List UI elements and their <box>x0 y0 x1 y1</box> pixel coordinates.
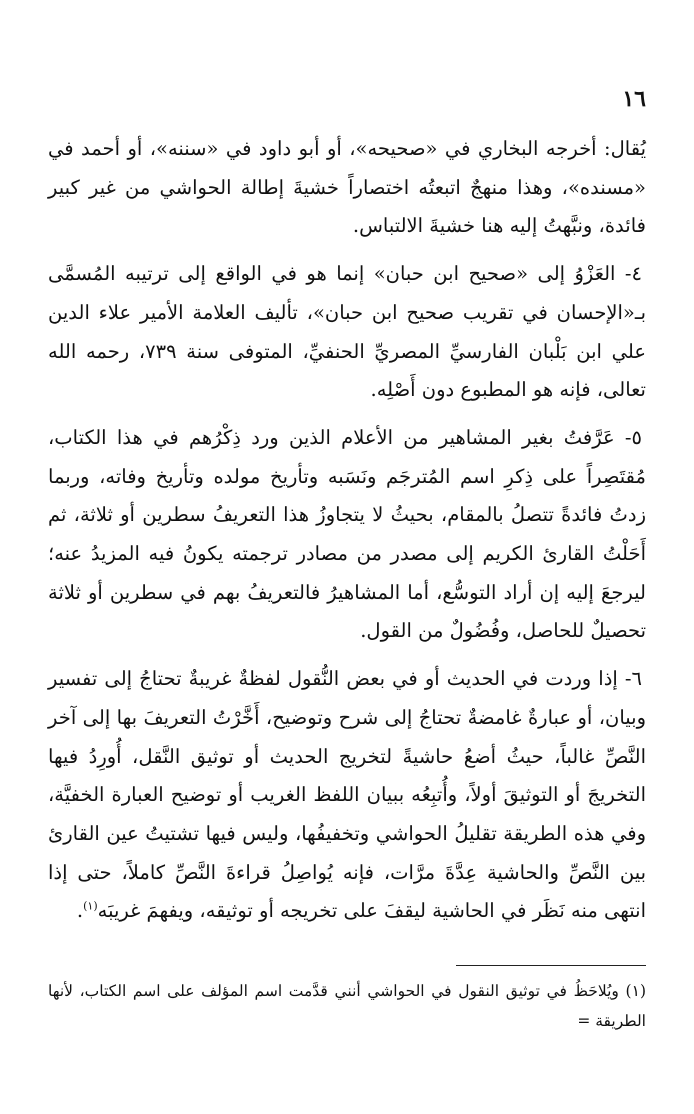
paragraph-item-6 <box>48 660 646 931</box>
sentence-end-period: . <box>76 899 84 923</box>
paragraph-text: ٤- العَزْوُ إلى «صحيح ابن حبان» إنما هو في الواقع إلى ترتيبه المُسمَّى بـ«الإحسان في تقريب صحيح ابن حبان»، تأليف العلامة الأمير علاء الدين علي ابن بَلْبان الفارسيِّ المصريِّ الحنفيِّ، المتوفى سنة ٧٣٩، رحمه الله تعالى، فإنه هو المطبوع دون أَصْلِه. <box>48 262 646 402</box>
paragraph-text: يُقال: أخرجه البخاري في «صحيحه»، أو أبو داود في «سننه»، أو أحمد في «مسنده»، وهذا منهجٌ اتبعتُه اختصاراً خشيةَ إطالة الحواشي من غير كبير فائدة، ونبَّهتُ إليه هنا خشيةَ الالتباس. <box>48 137 646 238</box>
paragraph-item-5 <box>48 419 646 651</box>
paragraph-text: ٦- إذا وردت في الحديث أو في بعض النُّقول لفظةٌ غريبةٌ تحتاجُ إلى تفسير وبيان، أو عبارةٌ غامضةٌ تحتاجُ إلى شرح وتوضيح، أَخَّرْتُ التعريفَ بها إلى آخر النَّصِّ غالباً، حيثُ أضعُ حاشيةً لتخريج الحديث أو توثيق النَّقل، أُورِدُ فيها التخريجَ أو التوثيقَ أولاً، وأُتبِعُه ببيان اللفظ الغريب أو توضيح العبارة الخفيَّة، وفي هذه الطريقة تقليلُ الحواشي وتخفيفُها، وليس فيها تشتيتُ عين القارئ بين النَّصِّ والحاشية عِدَّةَ مرَّات، فإنه يُواصِلُ قراءةَ النَّصِّ كاملاً، حتى إذا انتهى منه نَظَر في الحاشية ليقفَ على تخريجه أو توثيقه، ويفهمَ غريبَه <box>48 667 646 923</box>
footnote-reference[interactable]: (١) <box>83 899 98 913</box>
footnote: (١) ويُلاحَظُ في توثيق النقول في الحواشي أنني قدَّمت اسم المؤلف على اسم الكتاب، لأنها الطريقة = <box>48 982 646 1030</box>
page-number: ١٦ <box>622 86 646 112</box>
footnote-divider <box>456 965 646 966</box>
main-text <box>48 130 646 940</box>
book-page <box>48 0 646 1114</box>
paragraph-item-4 <box>48 255 646 410</box>
paragraph-intro-continuation <box>48 130 646 246</box>
paragraph-text: ٥- عَرَّفتُ بغير المشاهير من الأعلام الذين ورد ذِكْرُهم في هذا الكتاب، مُقتَصِراً على ذِكرِ اسم المُترجَم ونَسَبه وتأريخ مولده وتأريخ وفاته، وربما زدتُ فائدةً تتصلُ بالمقام، بحيثُ لا يتجاوزُ هذا التعريفُ سطرين أو ثلاثة، ثم أَحَلْتُ القارئ الكريم إلى مصدر من مصادر ترجمته يكونُ فيه المزيدُ عنه؛ ليرجعَ إليه إن أراد التوسُّع، أما المشاهيرُ فالتعريفُ بهم في سطرين أو ثلاثة تحصيلٌ للحاصل، وفُضُولٌ من القول. <box>48 425 646 643</box>
